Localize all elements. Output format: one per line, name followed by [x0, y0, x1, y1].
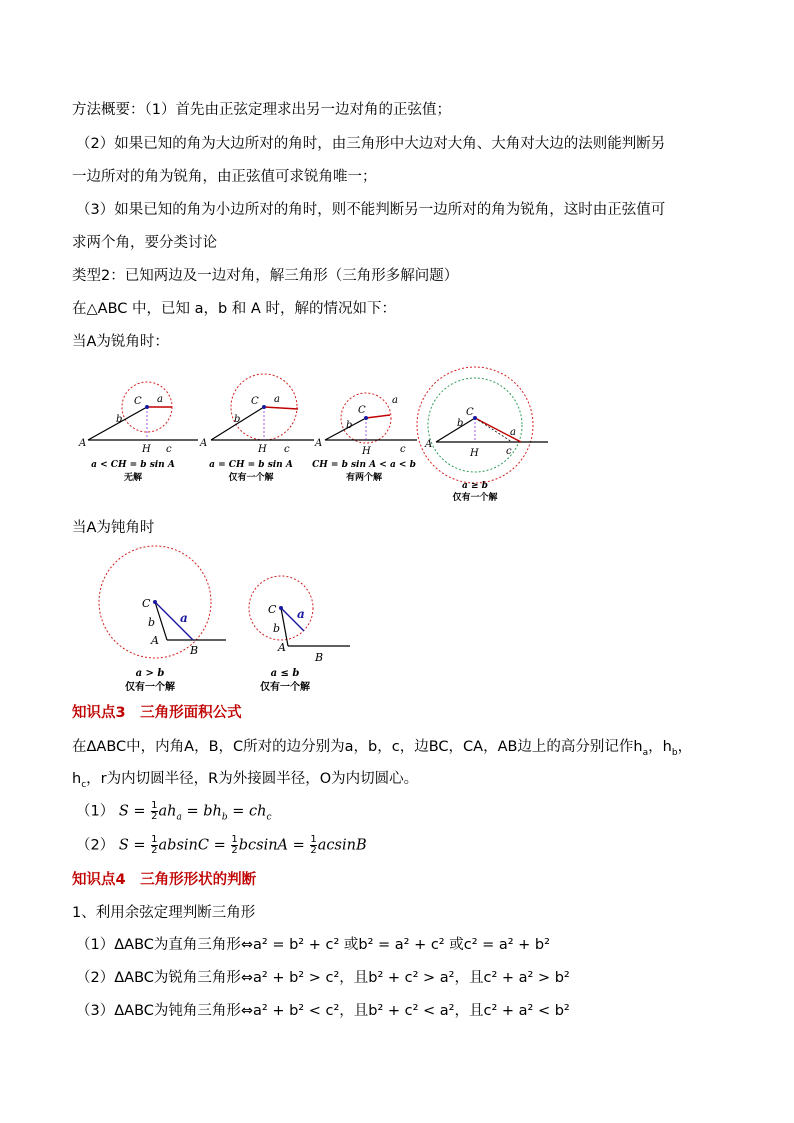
result: 仅有一个解 [228, 473, 274, 483]
k3-text-2-h: h [72, 771, 82, 787]
label-b: b [457, 418, 464, 429]
f1-sub-a: a [176, 812, 182, 823]
condition: a ≥ b [462, 481, 488, 491]
k3-formula-2 [76, 835, 367, 856]
method-line-3: 一边所对的角为锐角，由正弦值可求锐角唯一； [72, 169, 377, 185]
f1-sub-b: b [221, 812, 228, 823]
label-H: H [142, 444, 151, 455]
label-c: c [506, 446, 512, 457]
result: 仅有一个解 [260, 682, 310, 693]
frac-den: 2 [310, 845, 317, 856]
half-fraction [310, 835, 316, 856]
label-a: a [297, 607, 305, 621]
label-C: C [142, 597, 151, 610]
f1-ch: = ch [232, 803, 267, 820]
half-fraction [151, 801, 157, 822]
k3-text-1-main: 在ΔABC中，内角A，B，C所对的边分别为a，b，c，边BC，CA，AB边上的高分别记作h [72, 739, 643, 755]
acute-label: 当A为锐角时： [72, 334, 169, 350]
label-H: H [362, 446, 371, 457]
f2-bcs: bcsinA = [238, 837, 305, 854]
k4-sub-1: 1、利用余弦定理判断三角形 [72, 905, 256, 921]
label-a: a [274, 394, 280, 405]
f1-bh: = bh [186, 803, 222, 820]
f2-acs: acsinB [317, 837, 367, 854]
condition: a > b [135, 668, 165, 679]
point-c [279, 606, 283, 610]
label-C: C [134, 396, 142, 407]
f1-s: S = [118, 803, 146, 820]
half-fraction [231, 835, 237, 856]
frac-den: 2 [151, 811, 158, 822]
method-line-2: （2）如果已知的角为大边所对的角时，由三角形中大边对大角、大角对大边的法则能判断另 [76, 136, 666, 152]
label-b: b [273, 622, 281, 635]
f1-ah: ah [158, 803, 177, 820]
result: 有两个解 [345, 473, 383, 483]
k4-item-1: （1）ΔABC为直角三角形⇔a² = b² + c² 或b² = a² + c² 或c² = a² + b² [76, 937, 550, 953]
condition: a = CH = b sin A [209, 460, 293, 470]
label-c: c [166, 444, 172, 455]
type2-title: 类型2：已知两边及一边对角，解三角形（三角形多解问题） [72, 268, 459, 284]
obtuse-case-2 [249, 576, 350, 693]
label-A: A [278, 641, 286, 654]
k4-heading: 知识点4 三角形形状的判断 [72, 872, 257, 888]
label-B: B [315, 651, 324, 664]
k3-heading: 知识点3 三角形面积公式 [72, 705, 242, 721]
k4-item-3: （3）ΔABC为钝角三角形⇔a² + b² < c²，且b² + c² < a²，且c² + a² < b² [76, 1003, 570, 1019]
label-A: A [315, 438, 323, 449]
label-A: A [79, 438, 87, 449]
frac-num: 1 [151, 800, 158, 811]
k3-text-2-main: ，r为内切圆半径，R为外接圆半径，O为内切圆心。 [86, 771, 419, 787]
label-b: b [234, 414, 241, 425]
frac-den: 2 [151, 845, 158, 856]
label-A: A [200, 438, 208, 449]
k3-sub-a: a [642, 747, 649, 758]
result: 无解 [123, 473, 143, 483]
f2-s: S = [118, 837, 146, 854]
f2-abs: absinC = [158, 837, 226, 854]
label-c: c [400, 444, 406, 455]
condition: a < CH = b sin A [91, 460, 175, 470]
frac-den: 2 [231, 845, 238, 856]
frac-num: 1 [231, 834, 238, 845]
k3-sub-b: b [671, 747, 678, 758]
k3-text-2 [72, 769, 418, 795]
label-A: A [425, 439, 433, 450]
result: 仅有一个解 [125, 682, 175, 693]
type2-intro: 在△ABC 中，已知 a，b 和 A 时，解的情况如下： [72, 301, 396, 317]
f1-num: （1） [76, 803, 115, 820]
label-C: C [268, 603, 277, 616]
label-a: a [157, 394, 163, 405]
k3-text-1-end: ， [677, 739, 693, 755]
point-c [153, 600, 157, 604]
f2-num: （2） [76, 837, 115, 854]
label-H: H [258, 444, 267, 455]
obtuse-label: 当A为钝角时 [72, 520, 155, 536]
method-line-4: （3）如果已知的角为小边所对的角时，则不能判断另一边所对的角为锐角，这时由正弦值可 [76, 202, 666, 218]
k3-text-1 [72, 737, 692, 763]
label-H: H [470, 448, 479, 459]
condition: a ≤ b [270, 668, 300, 679]
label-C: C [251, 396, 259, 407]
half-fraction [151, 835, 157, 856]
k3-text-1-b: ，h [648, 739, 672, 755]
k4-item-2: （2）ΔABC为锐角三角形⇔a² + b² > c²，且b² + c² > a²，且c² + a² > b² [76, 970, 570, 986]
f1-sub-c: c [266, 812, 272, 823]
k3-sub-c: c [81, 779, 87, 790]
label-b: b [148, 616, 156, 629]
label-a: a [510, 427, 516, 438]
frac-num: 1 [151, 834, 158, 845]
obtuse-case-1 [99, 546, 226, 693]
k3-formula-1 [76, 801, 272, 827]
label-b: b [116, 414, 123, 425]
label-a: a [180, 611, 188, 625]
label-b: b [346, 420, 353, 431]
condition: CH = b sin A < a < b [312, 460, 416, 470]
label-C: C [466, 407, 474, 418]
label-C: C [358, 405, 366, 416]
method-line-5: 求两个角，要分类讨论 [72, 235, 217, 251]
label-B: B [190, 644, 199, 657]
method-line-1: 方法概要：（1）首先由正弦定理求出另一边对角的正弦值； [72, 102, 451, 118]
frac-num: 1 [310, 834, 317, 845]
label-c: c [284, 444, 290, 455]
label-A: A [151, 634, 159, 647]
result: 仅有一个解 [452, 493, 498, 503]
label-a: a [392, 395, 398, 406]
